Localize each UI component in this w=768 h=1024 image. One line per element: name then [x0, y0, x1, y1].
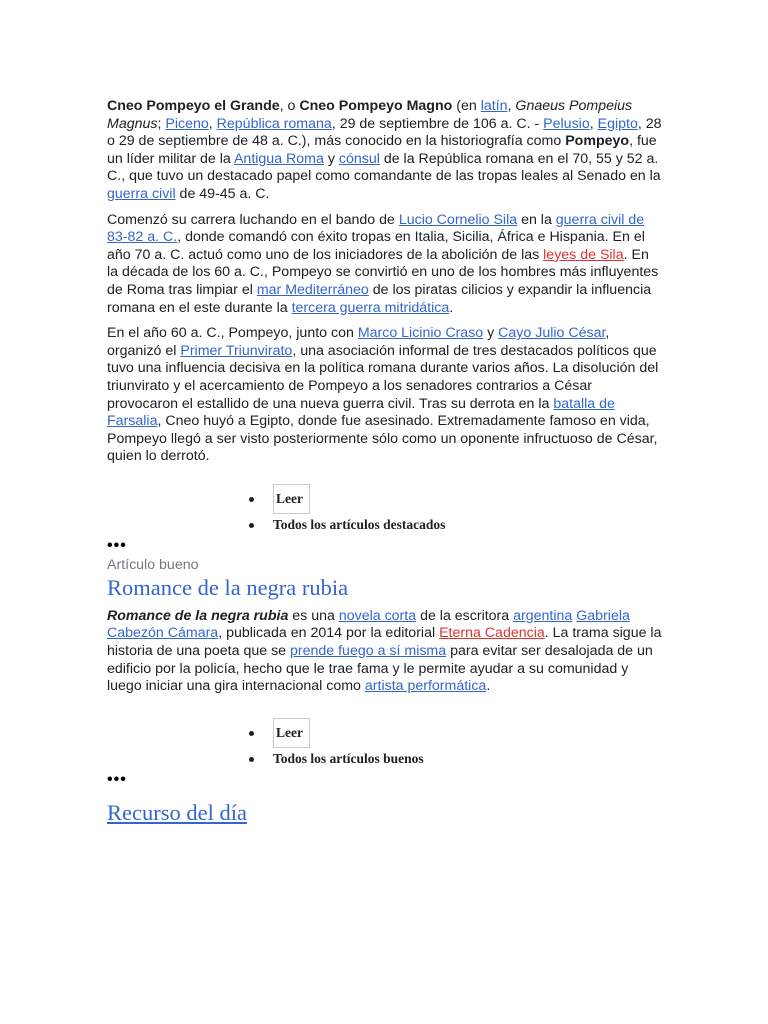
- text: , fue un líder militar de la: [107, 133, 657, 167]
- all-good-articles-link[interactable]: Todos los artículos buenos: [273, 750, 424, 766]
- text: . En la década de los 60 a. C., Pompeyo se convirtió en uno de los hombres más influyentes de Roma tras limpiar el: [107, 246, 659, 298]
- text: ;: [157, 115, 166, 132]
- good-article-title-link[interactable]: Romance de la negra rubia: [107, 574, 349, 600]
- text: Comenzó su carrera luchando en el bando de: [107, 211, 399, 228]
- link-argentina[interactable]: argentina: [513, 607, 573, 624]
- text: es una: [288, 607, 339, 624]
- link-primer-triunvirato[interactable]: Primer Triunvirato: [180, 342, 293, 359]
- pompeyo-bold: Pompeyo: [565, 133, 630, 150]
- link-antigua-roma[interactable]: Antigua Roma: [233, 150, 324, 167]
- link-mar-mediterraneo[interactable]: mar Mediterráneo: [256, 281, 369, 298]
- link-prende-fuego[interactable]: prende fuego a sí misma: [290, 643, 447, 660]
- good-article-paragraph: [107, 608, 662, 696]
- text: en la: [517, 211, 556, 228]
- link-leyes-de-sila[interactable]: leyes de Sila: [543, 246, 624, 263]
- featured-paragraph-2: [107, 212, 662, 318]
- featured-paragraph-1: [107, 98, 662, 204]
- text: de 49-45 a. C.: [175, 185, 270, 202]
- list-item: [249, 484, 662, 514]
- resource-section: [107, 799, 662, 827]
- bullet-icon: [249, 757, 254, 762]
- text: , 28 o 29 de septiembre de 48 a. C.), más conocido en la historiografía como: [107, 115, 662, 150]
- link-egipto[interactable]: Egipto: [597, 115, 638, 132]
- text: , donde comandó con éxito tropas en Italia, Sicilia, África e Hispania. En el año 70 a. C. actuó como uno de los iniciadores de la abolición de las: [107, 229, 645, 263]
- text: y: [323, 150, 339, 167]
- text: .: [486, 678, 491, 695]
- link-marco-licinio-craso[interactable]: Marco Licinio Craso: [357, 325, 484, 342]
- latin-name-italic: Gnaeus Pompeius Magnus: [107, 98, 633, 132]
- more-options-icon[interactable]: •••: [107, 536, 127, 554]
- text: ,: [208, 115, 217, 132]
- link-piceno[interactable]: Piceno: [165, 115, 209, 132]
- resource-title-link[interactable]: Recurso del día: [107, 799, 247, 825]
- alt-name-bold: Cneo Pompeyo Magno: [299, 98, 453, 114]
- text: (en: [452, 98, 481, 114]
- main-content: [107, 98, 662, 833]
- list-item: [249, 514, 662, 536]
- text: de los piratas cilicios y expandir la influencia romana en el este durante la: [107, 281, 652, 316]
- list-item: [249, 718, 662, 748]
- text: ,: [589, 115, 598, 132]
- good-article-title: [107, 574, 662, 602]
- link-tercera-guerra-mitridatica[interactable]: tercera guerra mitridática: [291, 299, 450, 316]
- link-republica-romana[interactable]: República romana: [216, 115, 332, 132]
- text: , 29 de septiembre de 106 a. C. -: [331, 115, 544, 132]
- link-novela-corta[interactable]: novela corta: [338, 607, 417, 624]
- featured-paragraph-3: [107, 325, 662, 466]
- good-actions-list: [107, 718, 662, 770]
- text: .: [449, 299, 454, 316]
- text: para evitar ser desalojada de un edificio por la policía, hecho que le trae fama y le permite ayudar a su comunidad y luego iniciar una gira internacional como: [107, 643, 653, 695]
- read-good-button[interactable]: Leer: [273, 718, 310, 748]
- featured-article-section: [107, 98, 662, 553]
- read-featured-button[interactable]: Leer: [273, 484, 310, 514]
- link-cayo-julio-cesar[interactable]: Cayo Julio César: [498, 325, 606, 342]
- featured-actions-list: [107, 484, 662, 536]
- text: y: [483, 325, 499, 342]
- bullet-icon: [249, 523, 254, 528]
- resource-title: [107, 799, 662, 827]
- text: de la República romana en el 70, 55 y 52 a. C., que tuvo un destacado papel como comandante de las tropas leales al Senado en la: [107, 150, 661, 185]
- link-gabriela-cabezon-camara[interactable]: Gabriela Cabezón Cámara: [107, 607, 630, 642]
- text: , Cneo huyó a Egipto, donde fue asesinado. Extremadamente famoso en vida, Pompeyo llegó a ser visto posteriormente sólo como un oponente infructuoso de César, quien lo derrotó.: [107, 413, 658, 465]
- good-article-section: [107, 557, 662, 787]
- bullet-icon: [249, 497, 254, 502]
- more-options-icon[interactable]: •••: [107, 770, 127, 788]
- link-consul[interactable]: cónsul: [338, 150, 380, 167]
- text: , organizó el: [107, 325, 610, 359]
- link-guerra-civil[interactable]: guerra civil: [107, 185, 176, 202]
- text: , publicada en 2014 por la editorial: [218, 625, 440, 642]
- bullet-icon: [249, 731, 254, 736]
- text: de la escritora: [416, 607, 514, 624]
- link-lucio-cornelio-sila[interactable]: Lucio Cornelio Sila: [398, 211, 518, 228]
- text: . La trama sigue la historia de una poeta que se: [107, 625, 662, 660]
- link-batalla-de-farsalia[interactable]: batalla de Farsalia: [107, 395, 615, 430]
- list-item: [249, 748, 662, 770]
- good-article-label: Artículo bueno: [107, 556, 199, 573]
- link-pelusio[interactable]: Pelusio: [543, 115, 590, 132]
- text: , una asociación informal de tres destacados políticos que tuvo una influencia decisiva en la política romana durante varios años. La disolución del triunvirato y el acercamiento de Pompeyo a los senadores contrarios a César provocaron el estallido de una nueva guerra civil. Tras su derrota en la: [107, 342, 659, 412]
- featured-title-bold: Cneo Pompeyo el Grande: [107, 98, 280, 114]
- text: En el año 60 a. C., Pompeyo, junto con: [107, 325, 358, 342]
- all-featured-articles-link[interactable]: Todos los artículos destacados: [273, 516, 446, 532]
- text: ,: [507, 98, 516, 114]
- link-eterna-cadencia[interactable]: Eterna Cadencia: [439, 625, 545, 642]
- link-artista-performatica[interactable]: artista performática: [364, 678, 487, 695]
- text: , o: [279, 98, 300, 114]
- good-title-bold-italic: Romance de la negra rubia: [107, 607, 289, 624]
- link-guerra-civil-83[interactable]: guerra civil de 83-82 a. C.: [107, 211, 645, 246]
- link-latin[interactable]: latín: [480, 98, 508, 114]
